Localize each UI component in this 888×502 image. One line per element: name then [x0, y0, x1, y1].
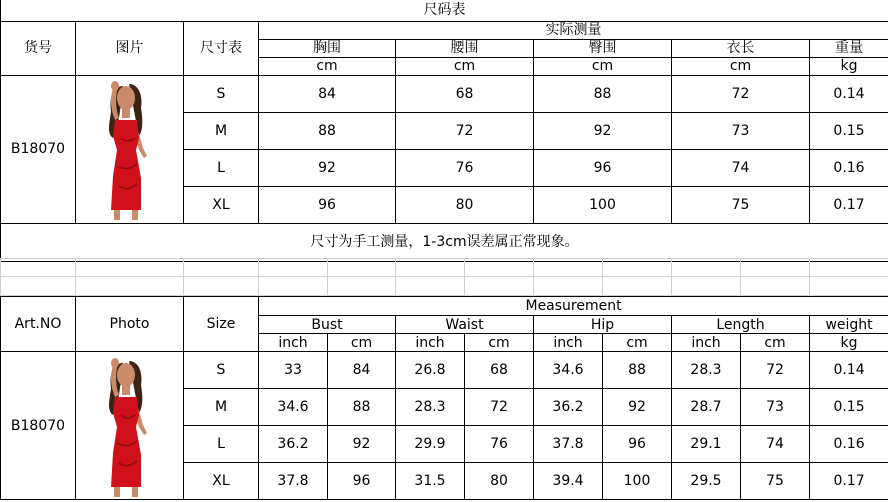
data-cell: 28.3: [672, 352, 741, 389]
data-cell: 39.4: [534, 463, 603, 500]
data-cell: 28.7: [672, 389, 741, 426]
art-no-header: Art.NO: [1, 297, 76, 352]
length-header: 衣长: [672, 39, 810, 57]
data-cell: 75: [741, 463, 810, 500]
data-cell: 0.14: [810, 352, 888, 389]
unit-cell: inch: [259, 334, 328, 352]
data-cell: 88: [534, 75, 672, 112]
data-cell: 29.9: [396, 426, 465, 463]
data-cell: 88: [259, 112, 396, 149]
size-cell: XL: [184, 463, 259, 500]
data-cell: 96: [603, 426, 672, 463]
data-cell: 72: [672, 75, 810, 112]
art-no-cell: B18070: [1, 75, 76, 223]
chart-title: 尺码表: [1, 0, 888, 21]
data-cell: 36.2: [259, 426, 328, 463]
data-cell: 92: [603, 389, 672, 426]
data-cell: 0.14: [810, 75, 888, 112]
data-cell: 100: [534, 186, 672, 223]
red-dress-model-image: [95, 78, 165, 220]
unit-cell: inch: [672, 334, 741, 352]
size-header: 尺寸表: [184, 21, 259, 75]
data-cell: 0.15: [810, 389, 888, 426]
waist-header: 腰围: [396, 39, 534, 57]
data-cell: 29.5: [672, 463, 741, 500]
unit-cell: inch: [534, 334, 603, 352]
art-no-cell: B18070: [1, 352, 76, 500]
data-cell: 34.6: [259, 389, 328, 426]
data-cell: 68: [465, 352, 534, 389]
hip-header: 臀围: [534, 39, 672, 57]
size-cell: L: [184, 426, 259, 463]
measurement-header: 实际测量: [259, 21, 888, 39]
unit-cell: cm: [741, 334, 810, 352]
data-cell: 34.6: [534, 352, 603, 389]
data-cell: 76: [465, 426, 534, 463]
length-header: Length: [672, 316, 810, 334]
bust-header: 胸围: [259, 39, 396, 57]
data-cell: 92: [534, 112, 672, 149]
unit-cell: cm: [534, 57, 672, 75]
product-photo: [76, 75, 184, 223]
data-cell: 72: [465, 389, 534, 426]
data-cell: 73: [741, 389, 810, 426]
measurement-header: Measurement: [259, 297, 888, 316]
unit-cell: cm: [328, 334, 396, 352]
data-cell: 74: [741, 426, 810, 463]
photo-header: 图片: [76, 21, 184, 75]
weight-header: weight: [810, 316, 888, 334]
data-cell: 84: [328, 352, 396, 389]
data-cell: 100: [603, 463, 672, 500]
data-cell: 75: [672, 186, 810, 223]
hip-header: Hip: [534, 316, 672, 334]
red-dress-model-image: [95, 355, 165, 497]
data-cell: 76: [396, 149, 534, 186]
data-cell: 0.17: [810, 186, 888, 223]
unit-cell: cm: [396, 57, 534, 75]
data-cell: 73: [672, 112, 810, 149]
data-cell: 88: [603, 352, 672, 389]
data-cell: 92: [328, 426, 396, 463]
size-cell: XL: [184, 186, 259, 223]
data-cell: 68: [396, 75, 534, 112]
size-cell: S: [184, 352, 259, 389]
bust-header: Bust: [259, 316, 396, 334]
measurement-note: 尺寸为手工测量，1-3cm误差属正常现象。: [1, 223, 888, 261]
size-chart-en: [0, 296, 888, 500]
photo-header: Photo: [76, 297, 184, 352]
data-cell: 80: [396, 186, 534, 223]
product-photo: [76, 352, 184, 500]
data-cell: 0.16: [810, 149, 888, 186]
data-cell: 37.8: [534, 426, 603, 463]
data-cell: 0.15: [810, 112, 888, 149]
data-cell: 36.2: [534, 389, 603, 426]
data-cell: 74: [672, 149, 810, 186]
data-cell: 72: [396, 112, 534, 149]
unit-cell: cm: [672, 57, 810, 75]
size-cell: L: [184, 149, 259, 186]
data-cell: 31.5: [396, 463, 465, 500]
unit-cell: inch: [396, 334, 465, 352]
unit-cell: cm: [259, 57, 396, 75]
data-cell: 37.8: [259, 463, 328, 500]
data-cell: 0.17: [810, 463, 888, 500]
data-cell: 92: [259, 149, 396, 186]
weight-header: 重量: [810, 39, 888, 57]
data-cell: 33: [259, 352, 328, 389]
waist-header: Waist: [396, 316, 534, 334]
data-cell: 26.8: [396, 352, 465, 389]
unit-cell: cm: [465, 334, 534, 352]
unit-cell: kg: [810, 334, 888, 352]
size-header: Size: [184, 297, 259, 352]
data-cell: 84: [259, 75, 396, 112]
data-cell: 0.16: [810, 426, 888, 463]
size-cell: S: [184, 75, 259, 112]
data-cell: 29.1: [672, 426, 741, 463]
data-cell: 88: [328, 389, 396, 426]
data-cell: 96: [534, 149, 672, 186]
data-cell: 72: [741, 352, 810, 389]
size-cell: M: [184, 389, 259, 426]
unit-cell: cm: [603, 334, 672, 352]
art-no-header: 货号: [1, 21, 76, 75]
data-cell: 28.3: [396, 389, 465, 426]
data-cell: 80: [465, 463, 534, 500]
data-cell: 96: [328, 463, 396, 500]
unit-cell: kg: [810, 57, 888, 75]
size-cell: M: [184, 112, 259, 149]
data-cell: 96: [259, 186, 396, 223]
spacer-rows: [0, 258, 888, 296]
